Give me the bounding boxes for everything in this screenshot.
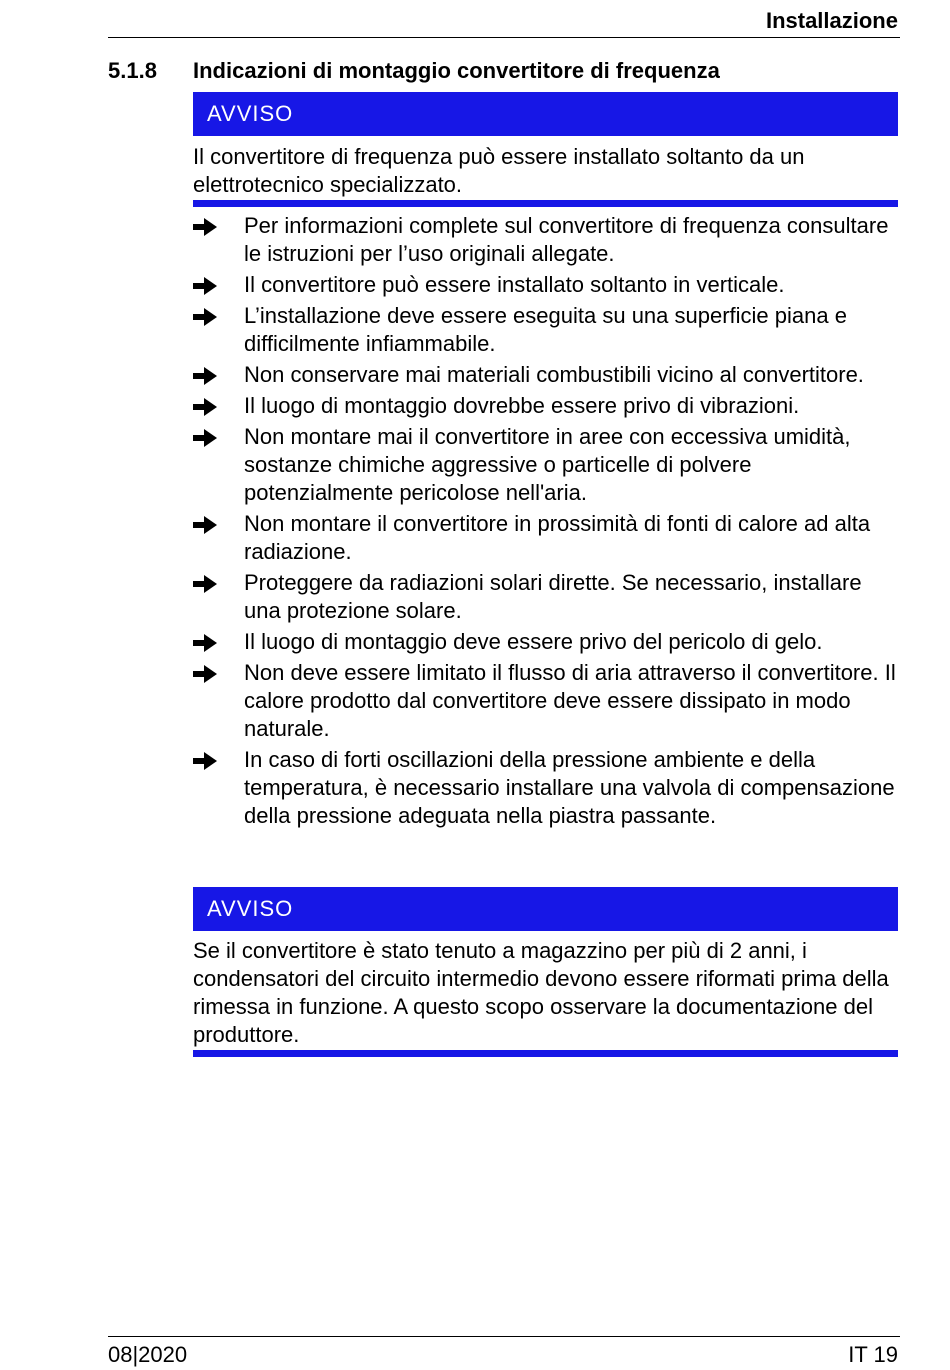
installation-instructions-list [193,212,898,833]
notice-text-2: Se il convertitore è stato tenuto a magazzino per più di 2 anni, i condensatori del circuito intermedio devono essere riformati prima della rimessa in funzione. A questo scopo osservare la documentazione del produttore. [193,938,889,1047]
arrow-right-icon [193,752,217,770]
notice-banner-1: AVVISO [193,92,898,136]
arrow-right-icon [193,575,217,593]
list-item [193,569,898,625]
notice-end-bar-2 [193,1050,898,1057]
notice-end-bar-1 [193,200,898,207]
list-item [193,212,898,268]
list-item-text: Non deve essere limitato il flusso di aria attraverso il convertitore. Il calore prodotto dal convertitore deve essere dissipato in modo naturale. [244,660,896,741]
arrow-right-icon [193,367,217,385]
arrow-right-icon [193,634,217,652]
list-item-text: L’installazione deve essere eseguita su una superficie piana e difficilmente infiammabile. [244,303,847,356]
list-item [193,659,898,743]
arrow-right-icon [193,665,217,683]
list-item [193,423,898,507]
list-item [193,510,898,566]
arrow-right-icon [193,398,217,416]
page-header-title: Installazione [765,8,898,33]
list-item [193,746,898,830]
arrow-right-icon [193,516,217,534]
list-item-text: Per informazioni complete sul convertitore di frequenza consultare le istruzioni per l’uso originali allegate. [244,213,889,266]
list-item-text: Non montare mai il convertitore in aree con eccessiva umidità, sostanze chimiche aggressive o particelle di polvere potenzialmente pericolose nell'aria. [244,424,851,505]
notice-text-1: Il convertitore di frequenza può essere installato soltanto da un elettrotecnico specializzato. [193,144,805,197]
list-item-text: Proteggere da radiazioni solari dirette. Se necessario, installare una protezione solare. [244,570,862,623]
section-title: Indicazioni di montaggio convertitore di frequenza [193,58,720,83]
header-divider [108,37,900,38]
list-item-text: Il luogo di montaggio dovrebbe essere privo di vibrazioni. [244,393,800,418]
footer-divider [108,1336,900,1337]
list-item [193,628,898,656]
list-item-text: Il luogo di montaggio deve essere privo del pericolo di gelo. [244,629,823,654]
arrow-right-icon [193,218,217,236]
list-item [193,302,898,358]
list-item-text: Non montare il convertitore in prossimità di fonti di calore ad alta radiazione. [244,511,871,564]
list-item-text: Il convertitore può essere installato soltanto in verticale. [244,272,785,297]
list-item-text: In caso di forti oscillazioni della pressione ambiente e della temperatura, è necessario installare una valvola di compensazione della pressione adeguata nella piastra passante. [244,747,895,828]
arrow-right-icon [193,429,217,447]
list-item [193,392,898,420]
footer-page-number: IT 19 [848,1342,898,1367]
arrow-right-icon [193,308,217,326]
list-item [193,271,898,299]
arrow-right-icon [193,277,217,295]
section-number: 5.1.8 [108,58,157,83]
footer-date: 08|2020 [108,1342,188,1367]
list-item-text: Non conservare mai materiali combustibili vicino al convertitore. [244,362,864,387]
list-item [193,361,898,389]
notice-banner-2: AVVISO [193,887,898,931]
